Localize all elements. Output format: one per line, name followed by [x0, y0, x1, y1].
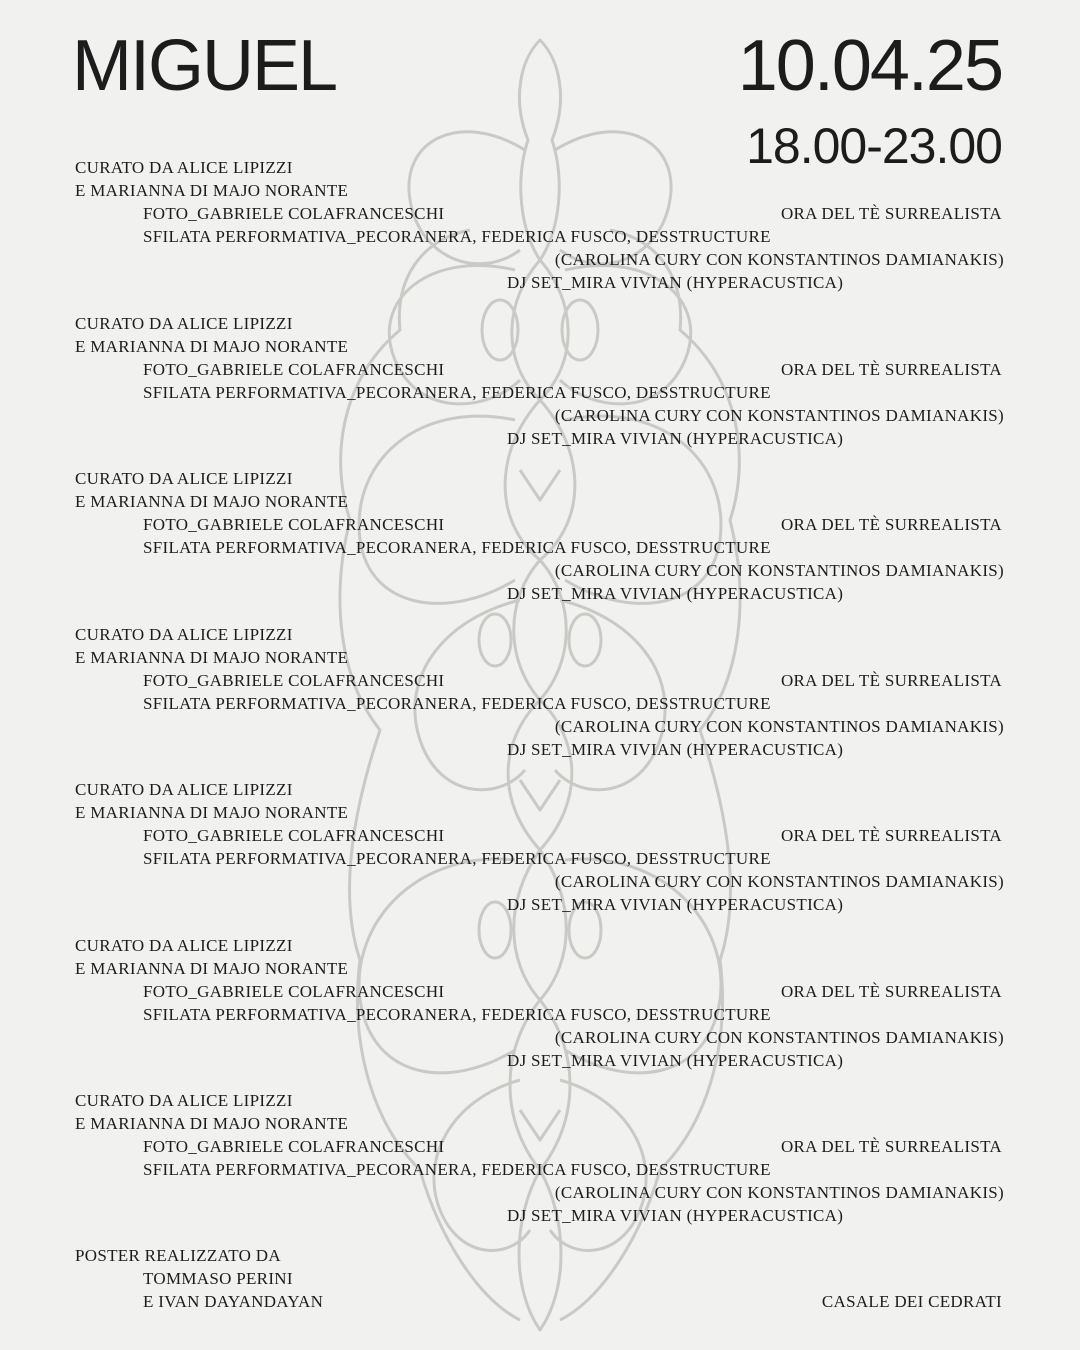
photo-credit: FOTO_GABRIELE COLAFRANCESCHI — [143, 982, 445, 1001]
event-time: 18.00-23.00 — [746, 118, 1002, 174]
fashion-show-line: (CAROLINA CURY CON KONSTANTINOS DAMIANAKIS) — [554, 717, 1004, 736]
info-block — [0, 156, 1080, 296]
dj-set-line: DJ SET_MIRA VIVIAN (HYPERACUSTICA) — [507, 273, 844, 292]
dj-set-line: DJ SET_MIRA VIVIAN (HYPERACUSTICA) — [507, 895, 844, 914]
tea-event: ORA DEL TÈ SURREALISTA — [780, 982, 1002, 1001]
info-block — [0, 312, 1080, 452]
photo-credit: FOTO_GABRIELE COLAFRANCESCHI — [143, 671, 445, 690]
curator-line: CURATO DA ALICE LIPIZZI — [75, 314, 293, 333]
venue-name: CASALE DEI CEDRATI — [821, 1292, 1002, 1311]
curator-line: CURATO DA ALICE LIPIZZI — [75, 780, 293, 799]
fashion-show-line: SFILATA PERFORMATIVA_PECORANERA, FEDERICA FUSCO, DESSTRUCTURE — [143, 1005, 771, 1024]
info-block — [0, 623, 1080, 763]
curator-line: CURATO DA ALICE LIPIZZI — [75, 936, 293, 955]
poster-title: MIGUEL — [72, 26, 337, 106]
curator-line: E MARIANNA DI MAJO NORANTE — [75, 181, 349, 200]
curator-line: E MARIANNA DI MAJO NORANTE — [75, 1114, 349, 1133]
event-date: 10.04.25 — [737, 26, 1002, 106]
poster-credits-name: E IVAN DAYANDAYAN — [143, 1292, 324, 1311]
fashion-show-line: (CAROLINA CURY CON KONSTANTINOS DAMIANAKIS) — [554, 406, 1004, 425]
tea-event: ORA DEL TÈ SURREALISTA — [780, 1137, 1002, 1156]
dj-set-line: DJ SET_MIRA VIVIAN (HYPERACUSTICA) — [507, 740, 844, 759]
curator-line: E MARIANNA DI MAJO NORANTE — [75, 803, 349, 822]
poster-credits-name: TOMMASO PERINI — [143, 1269, 293, 1288]
tea-event: ORA DEL TÈ SURREALISTA — [780, 360, 1002, 379]
fashion-show-line: SFILATA PERFORMATIVA_PECORANERA, FEDERICA FUSCO, DESSTRUCTURE — [143, 383, 771, 402]
info-block — [0, 467, 1080, 607]
curator-line: CURATO DA ALICE LIPIZZI — [75, 1091, 293, 1110]
tea-event: ORA DEL TÈ SURREALISTA — [780, 826, 1002, 845]
photo-credit: FOTO_GABRIELE COLAFRANCESCHI — [143, 826, 445, 845]
curator-line: CURATO DA ALICE LIPIZZI — [75, 625, 293, 644]
fashion-show-line: (CAROLINA CURY CON KONSTANTINOS DAMIANAKIS) — [554, 561, 1004, 580]
fashion-show-line: (CAROLINA CURY CON KONSTANTINOS DAMIANAKIS) — [554, 1028, 1004, 1047]
fashion-show-line: (CAROLINA CURY CON KONSTANTINOS DAMIANAKIS) — [554, 250, 1004, 269]
curator-line: E MARIANNA DI MAJO NORANTE — [75, 959, 349, 978]
tea-event: ORA DEL TÈ SURREALISTA — [780, 515, 1002, 534]
photo-credit: FOTO_GABRIELE COLAFRANCESCHI — [143, 204, 445, 223]
tea-event: ORA DEL TÈ SURREALISTA — [780, 671, 1002, 690]
fashion-show-line: (CAROLINA CURY CON KONSTANTINOS DAMIANAKIS) — [554, 1183, 1004, 1202]
photo-credit: FOTO_GABRIELE COLAFRANCESCHI — [143, 1137, 445, 1156]
fashion-show-line: SFILATA PERFORMATIVA_PECORANERA, FEDERICA FUSCO, DESSTRUCTURE — [143, 694, 771, 713]
tea-event: ORA DEL TÈ SURREALISTA — [780, 204, 1002, 223]
fashion-show-line: (CAROLINA CURY CON KONSTANTINOS DAMIANAKIS) — [554, 872, 1004, 891]
curator-line: E MARIANNA DI MAJO NORANTE — [75, 337, 349, 356]
dj-set-line: DJ SET_MIRA VIVIAN (HYPERACUSTICA) — [507, 429, 844, 448]
info-block — [0, 1089, 1080, 1229]
photo-credit: FOTO_GABRIELE COLAFRANCESCHI — [143, 515, 445, 534]
info-block — [0, 778, 1080, 918]
fashion-show-line: SFILATA PERFORMATIVA_PECORANERA, FEDERICA FUSCO, DESSTRUCTURE — [143, 538, 771, 557]
curator-line: E MARIANNA DI MAJO NORANTE — [75, 648, 349, 667]
dj-set-line: DJ SET_MIRA VIVIAN (HYPERACUSTICA) — [507, 1051, 844, 1070]
info-block — [0, 934, 1080, 1074]
curator-line: E MARIANNA DI MAJO NORANTE — [75, 492, 349, 511]
dj-set-line: DJ SET_MIRA VIVIAN (HYPERACUSTICA) — [507, 1206, 844, 1225]
dj-set-line: DJ SET_MIRA VIVIAN (HYPERACUSTICA) — [507, 584, 844, 603]
poster-credits-heading: POSTER REALIZZATO DA — [75, 1246, 281, 1265]
curator-line: CURATO DA ALICE LIPIZZI — [75, 158, 293, 177]
fashion-show-line: SFILATA PERFORMATIVA_PECORANERA, FEDERICA FUSCO, DESSTRUCTURE — [143, 1160, 771, 1179]
fashion-show-line: SFILATA PERFORMATIVA_PECORANERA, FEDERICA FUSCO, DESSTRUCTURE — [143, 849, 771, 868]
fashion-show-line: SFILATA PERFORMATIVA_PECORANERA, FEDERICA FUSCO, DESSTRUCTURE — [143, 227, 771, 246]
curator-line: CURATO DA ALICE LIPIZZI — [75, 469, 293, 488]
photo-credit: FOTO_GABRIELE COLAFRANCESCHI — [143, 360, 445, 379]
